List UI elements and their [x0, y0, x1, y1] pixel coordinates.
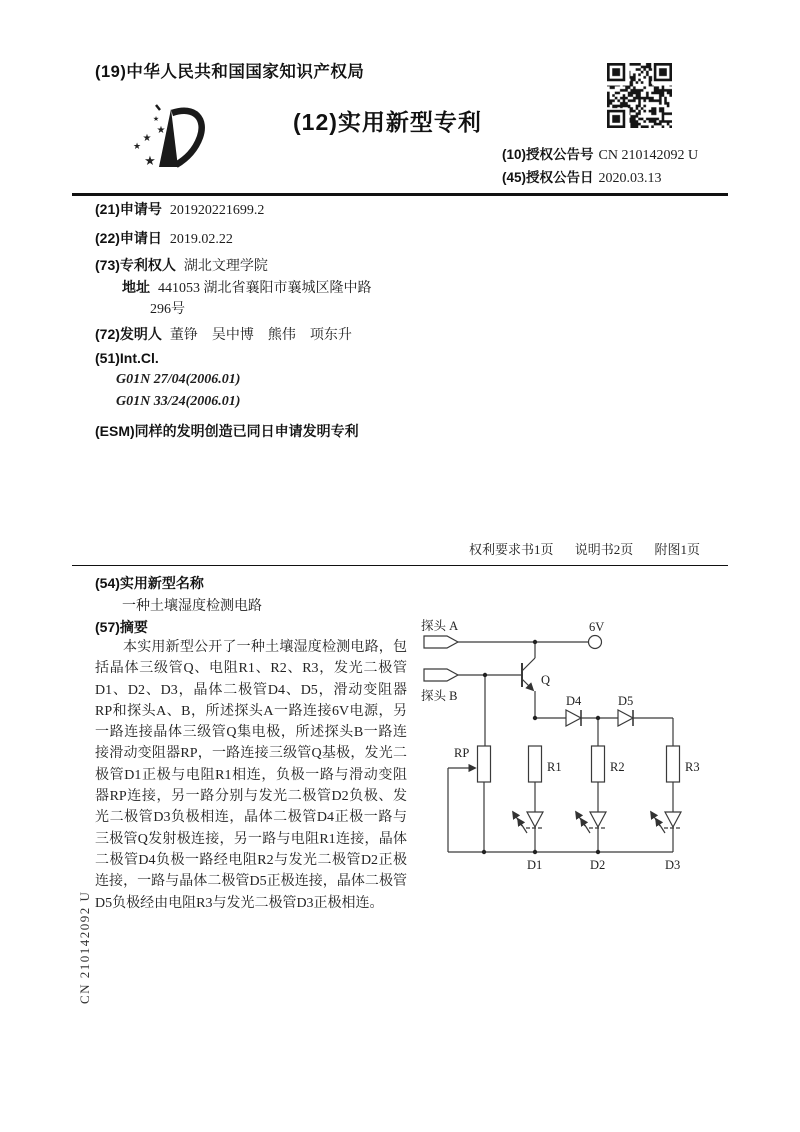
- esm-note: (ESM)同样的发明创造已同日申请发明专利: [95, 423, 359, 439]
- diode-d4-label: D4: [566, 694, 582, 708]
- page-counts: [400, 539, 700, 558]
- probe-a-label: 探头 A: [421, 619, 459, 633]
- publication-date-value: 2020.03.13: [598, 171, 662, 186]
- address-label: 地址: [122, 279, 150, 295]
- publication-date-label: (45)授权公告日: [502, 170, 594, 185]
- power-terminal: [589, 636, 602, 649]
- address-value-line1: 441053 湖北省襄阳市襄城区隆中路: [158, 281, 372, 296]
- utility-model-name-label: (54)实用新型名称: [95, 575, 204, 591]
- header-divider: [72, 193, 728, 196]
- issuing-office: (19)中华人民共和国国家知识产权局: [95, 63, 365, 81]
- cnipa-logo: [112, 96, 216, 180]
- led-d3-label: D3: [665, 858, 681, 872]
- address-row: [122, 277, 372, 297]
- potentiometer-body: [478, 746, 491, 782]
- publication-number-value: CN 210142092 U: [598, 148, 699, 163]
- logo-star-icon: ★: [156, 125, 166, 136]
- resistor-r2-label: R2: [610, 760, 625, 774]
- probe-a-symbol: [424, 636, 458, 648]
- patentee-value: 湖北文理学院: [183, 259, 268, 274]
- led-emission-arrow: [581, 819, 590, 833]
- application-number-row: [95, 199, 264, 219]
- publication-date-row: [502, 166, 662, 187]
- address-value-line2: 296号: [150, 302, 185, 317]
- led-d1-symbol: [527, 812, 543, 827]
- publication-number-row: [502, 143, 698, 164]
- logo-star-icon: ★: [144, 153, 156, 168]
- inventors-value: 董铮 吴中博 熊伟 项东升: [169, 328, 352, 343]
- logo-star-icon: ★: [152, 115, 160, 123]
- led-emission-arrow: [518, 819, 527, 833]
- inventors-label: (72)发明人: [95, 326, 162, 342]
- abstract-text: 本实用新型公开了一种土壤湿度检测电路，包括晶体三级管Q、电阻R1、R2、R3，发光二极管D1、D2、D3，晶体二极管D4、D5，滑动变阻器RP和探头A、B，所述探头A一路连接6V电源，另一路连接晶体三级管Q集电极，所述探头B一路连接滑动变阻器RP，一路连接三级管Q基极，发光二极管D1正极与电阻R1相连，负极一路与滑动变阻器RP连接，另一路分别与发光二极管D2负极、发光二极管D3负极相连，晶体二极管D4正极一路与三极管Q发射极连接，另一路与电阻R1连接，晶体二极管D4负极一路经电阻R2与发光二极管D2正极连接，一路与晶体二极管D5正极连接，晶体二极管D5负极经由电阻R3与发光二极管D3正极相连。: [95, 640, 407, 911]
- diode-d5-label: D5: [618, 694, 634, 708]
- qr-code: [607, 63, 672, 128]
- int-cl-entry: G01N 33/24(2006.01): [116, 394, 241, 409]
- transistor-emitter-arrow: [522, 679, 533, 690]
- abstract-label: (57)摘要: [95, 619, 148, 635]
- led-emission-arrow: [656, 819, 665, 833]
- power-label: 6V: [589, 620, 605, 634]
- logo-star-icon: ★: [142, 133, 152, 144]
- figures-pages: 附图1页: [654, 542, 700, 557]
- application-number-value: 201920221699.2: [169, 203, 265, 218]
- resistor-r1-label: R1: [547, 760, 562, 774]
- resistor-r1-body: [529, 746, 542, 782]
- led-d2-label: D2: [590, 858, 606, 872]
- application-date-row: [95, 228, 233, 248]
- transistor-label: Q: [541, 673, 551, 687]
- resistor-r3-body: [667, 746, 680, 782]
- application-date-value: 2019.02.22: [169, 232, 233, 247]
- patentee-label: (73)专利权人: [95, 257, 176, 273]
- application-date-label: (22)申请日: [95, 230, 162, 246]
- claims-pages: 权利要求书1页: [468, 542, 554, 557]
- probe-b-symbol: [424, 669, 458, 681]
- resistor-r3-label: R3: [685, 760, 700, 774]
- diode-d5-symbol: [618, 710, 633, 726]
- inventors-row: [95, 324, 352, 344]
- description-pages: 说明书2页: [574, 542, 634, 557]
- application-number-label: (21)申请号: [95, 201, 162, 217]
- patentee-row: [95, 255, 268, 275]
- utility-model-name: 一种土壤湿度检测电路: [122, 599, 262, 614]
- section-divider: [72, 565, 728, 566]
- led-d3-symbol: [665, 812, 681, 827]
- circuit-diagram: [415, 608, 735, 878]
- publication-number-label: (10)授权公告号: [502, 147, 594, 162]
- vertical-doc-id: CN 210142092 U: [77, 890, 92, 1004]
- potentiometer-label: RP: [454, 746, 470, 760]
- led-d2-symbol: [590, 812, 606, 827]
- diode-d4-symbol: [566, 710, 581, 726]
- probe-b-label: 探头 B: [421, 689, 458, 703]
- int-cl-entry: G01N 27/04(2006.01): [116, 372, 241, 387]
- logo-star-icon: ★: [132, 141, 142, 151]
- document-type-title: (12)实用新型专利: [293, 109, 482, 135]
- led-d1-label: D1: [527, 858, 543, 872]
- int-cl-label: (51)Int.Cl.: [95, 350, 159, 366]
- resistor-r2-body: [592, 746, 605, 782]
